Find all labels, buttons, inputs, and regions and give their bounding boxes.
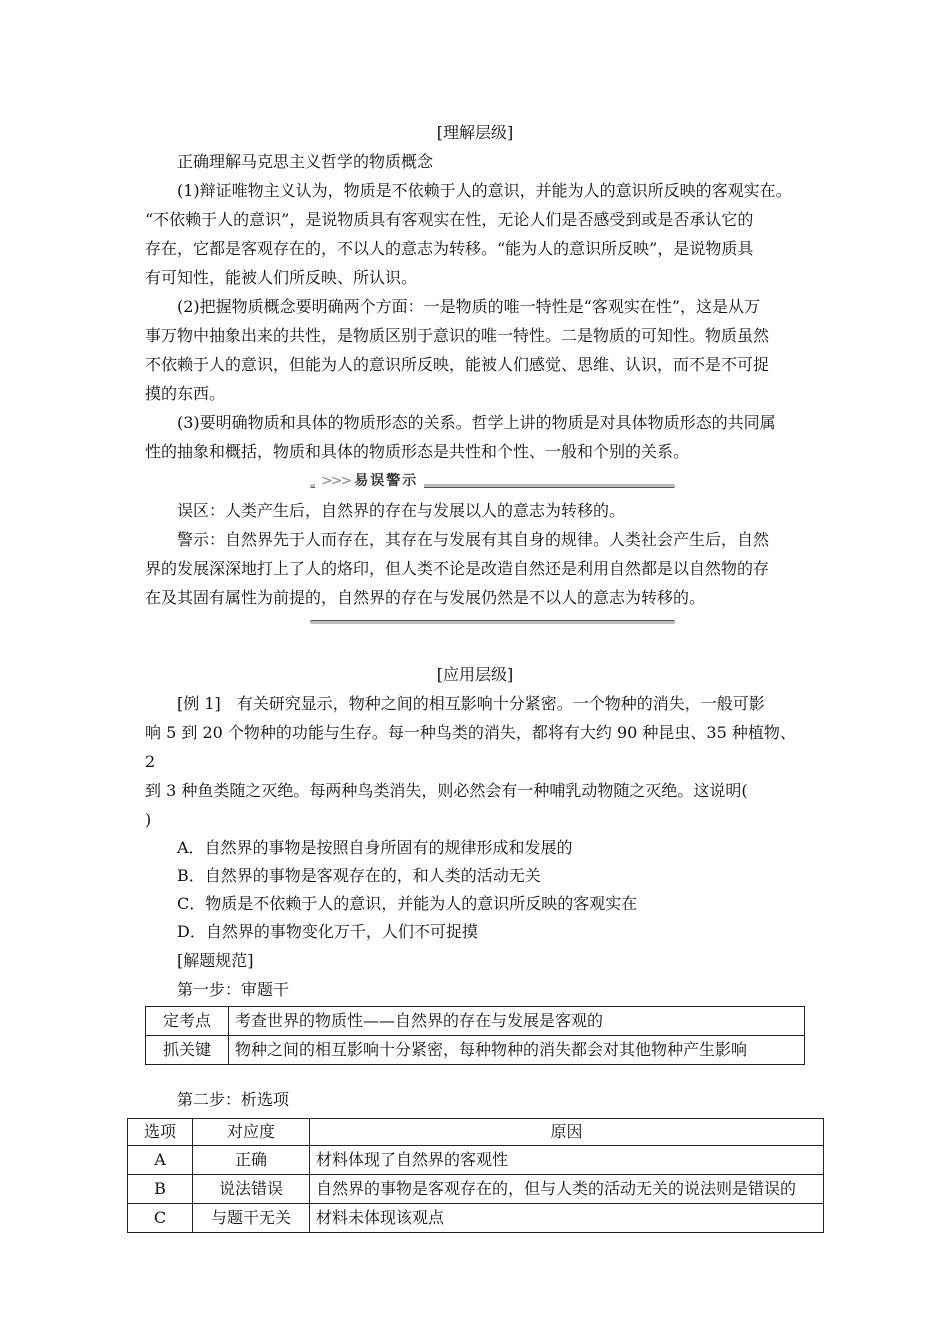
section-title-application: [应用层级] [436,665,514,684]
cell-option: A [128,1146,193,1175]
warning-footer [145,612,805,634]
table-row [146,1036,805,1065]
cell-match: 正确 [193,1146,310,1175]
table-row [128,1175,824,1204]
step-1-table [145,1006,805,1065]
cell-match: 与题干无关 [193,1204,310,1233]
misconception-text: 误区：人类产生后，自然界的存在与发展以人的意志为转移的。 [177,501,626,520]
option-b: B．自然界的事物是客观存在的，和人类的活动无关 [177,866,541,885]
option-c: C．物质是不依赖于人的意识，并能为人的意识所反映的客观实在 [177,894,638,913]
section-title-understanding: [理解层级] [436,123,514,142]
option-d: D．自然界的事物变化万千，人们不可捉摸 [177,922,478,941]
paragraph-2-line-4: 摸的东西。 [145,384,226,403]
paragraph-1-line-3: 存在，它都是客观存在的，不以人的意志为转移。“能为人的意识所反映”，是说物质具 [145,239,754,258]
table-cell-key: 抓关键 [146,1036,229,1065]
step-2-table [127,1118,824,1233]
paragraph-1-line-2: “不依赖于人的意识”，是说物质具有客观实在性，无论人们是否感受到或是否承认它的 [145,210,754,229]
warning-rule-bottom [310,620,675,624]
paragraph-1-line-4: 有可知性，能被人们所反映、所认识。 [145,268,418,287]
warning-header [145,470,805,492]
table-row [146,1007,805,1036]
question-line-3: 到 3 种鱼类随之灭绝。每两种鸟类消失，则必然会有一种哺乳动物随之灭绝。这说明( [145,781,748,800]
paragraph-2-line-3: 不依赖于人的意识，但能为人的意识所反映，能被人们感觉、思维、认识，而不是不可捉 [145,355,770,374]
column-header-match: 对应度 [193,1119,310,1146]
chevrons-icon: >>> [321,473,351,489]
cell-option: B [128,1175,193,1204]
cell-match: 说法错误 [193,1175,310,1204]
paragraph-1-line-1: (1)辩证唯物主义认为，物质是不依赖于人的意识，并能为人的意识所反映的客观实在。 [177,181,792,200]
option-a: A．自然界的事物是按照自身所固有的规律形成和发展的 [177,838,573,857]
paragraph-3-line-1: (3)要明确物质和具体的物质形态的关系。哲学上讲的物质是对具体物质形态的共同属 [177,413,776,432]
section-subtitle: 正确理解马克思主义哲学的物质概念 [177,152,434,171]
solution-guide-label: [解题规范] [177,951,254,970]
column-header-reason: 原因 [310,1119,824,1146]
cell-reason: 材料体现了自然界的客观性 [310,1146,824,1175]
table-cell-value: 物种之间的相互影响十分紧密，每种物种的消失都会对其他物种产生影响 [229,1036,805,1065]
cell-option: C [128,1204,193,1233]
paragraph-3-line-2: 性的抽象和概括，物质和具体的物质形态是共性和个性、一般和个别的关系。 [145,442,690,461]
document-page [145,118,805,1233]
table-row [128,1146,824,1175]
paragraph-2-line-1: (2)把握物质概念要明确两个方面：一是物质的唯一特性是“客观实在性”，这是从万 [177,297,761,316]
column-header-option: 选项 [128,1119,193,1146]
cell-reason: 自然界的事物是客观存在的，但与人类的活动无关的说法则是错误的 [310,1175,824,1204]
question-line-2: 响 5 到 20 个物种的功能与生存。每一种鸟类的消失，都将有大约 90 种昆虫、35 种植物、2 [145,723,796,771]
options-list [145,834,805,946]
paragraph-2-line-2: 事万物中抽象出来的共性，是物质区别于意识的唯一特性。二是物质的可知性。物质虽然 [145,326,770,345]
cell-reason: 材料未体现该观点 [310,1204,824,1233]
question-line-1: [例 1] 有关研究显示，物种之间的相互影响十分紧密。一个物种的消失，一般可影 [177,694,765,713]
alert-line-1: 警示：自然界先于人而存在，其存在与发展有其自身的规律。人类社会产生后，自然 [177,530,770,549]
question-line-4: ) [145,810,152,829]
alert-line-2: 界的发展深深地打上了人的烙印，但人类不论是改造自然还是利用自然都是以自然物的存 [145,559,770,578]
table-row [128,1204,824,1233]
alert-line-3: 在及其固有属性为前提的，自然界的存在与发展仍然是不以人的意志为转移的。 [145,588,706,607]
table-cell-value: 考查世界的物质性——自然界的存在与发展是客观的 [229,1007,805,1036]
step-2-label: 第二步：析选项 [177,1090,290,1109]
table-header-row [128,1119,824,1146]
step-1-label: 第一步：审题干 [177,980,290,999]
table-cell-key: 定考点 [146,1007,229,1036]
warning-label: >>> 易误警示 [315,470,424,490]
